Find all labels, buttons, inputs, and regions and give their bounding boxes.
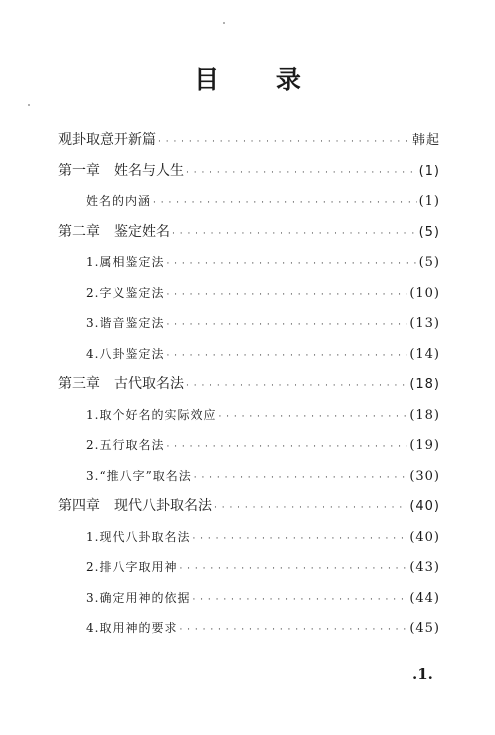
toc-entry-page: (30) bbox=[409, 468, 440, 484]
dot-leader bbox=[179, 615, 407, 646]
toc-entry-label: 2.排八字取用神 bbox=[86, 560, 178, 574]
dot-leader bbox=[214, 493, 407, 524]
toc-entry-label: 4.八卦鉴定法 bbox=[86, 346, 165, 361]
dot-leader bbox=[153, 188, 417, 219]
toc-entry-label: 第二章 鉴定姓名 bbox=[58, 223, 170, 240]
toc-entry-page: 韩起 bbox=[411, 133, 440, 148]
toc-section-entry[interactable] bbox=[58, 430, 440, 461]
toc-chapter-entry[interactable] bbox=[58, 125, 440, 156]
dot-leader bbox=[166, 341, 407, 372]
page-number: .1. bbox=[412, 665, 433, 683]
toc-entry-label: 姓名的内涵 bbox=[86, 194, 152, 208]
toc-entry-page: (18) bbox=[409, 407, 440, 423]
toc-entry-label: 3.“推八字”取名法 bbox=[86, 468, 192, 483]
toc-section-entry[interactable] bbox=[58, 308, 440, 339]
toc-entry-label: 第四章 现代八卦取名法 bbox=[58, 498, 212, 514]
dot-leader bbox=[194, 463, 408, 494]
toc-section-entry[interactable] bbox=[58, 613, 440, 644]
toc-entry-page: (1) bbox=[418, 194, 440, 209]
dot-leader bbox=[192, 585, 407, 616]
dot-leader bbox=[192, 524, 407, 555]
toc-entry-label: 2.字义鉴定法 bbox=[86, 285, 165, 300]
toc-chapter-entry[interactable] bbox=[58, 369, 440, 400]
toc-entry-page: (14) bbox=[409, 346, 440, 362]
page-title: 目 录 bbox=[194, 65, 325, 94]
toc-entry-label: 1.属相鉴定法 bbox=[86, 255, 165, 269]
toc-entry-page: (5) bbox=[418, 255, 440, 270]
toc-entry-page: (19) bbox=[409, 438, 440, 453]
toc-entry-page: (44) bbox=[409, 590, 440, 606]
dot-leader bbox=[166, 280, 407, 311]
toc-entry-label: 第三章 古代取名法 bbox=[58, 376, 184, 392]
toc-entry-page: (10) bbox=[409, 285, 440, 301]
toc-entry-page: (43) bbox=[409, 560, 440, 575]
toc-section-entry[interactable] bbox=[58, 400, 440, 431]
scan-speck bbox=[28, 104, 30, 106]
toc-chapter-entry[interactable] bbox=[58, 491, 440, 522]
toc-entry-page: (5) bbox=[418, 224, 440, 240]
toc-chapter-entry[interactable] bbox=[58, 156, 440, 187]
scan-speck bbox=[223, 22, 225, 24]
dot-leader bbox=[186, 158, 417, 189]
toc-entry-page: (13) bbox=[409, 316, 440, 331]
dot-leader bbox=[166, 249, 416, 280]
dot-leader bbox=[158, 127, 410, 158]
toc-section-entry[interactable] bbox=[58, 247, 440, 278]
toc-section-entry[interactable] bbox=[58, 522, 440, 553]
dot-leader bbox=[218, 402, 407, 433]
toc-entry-label: 2.五行取名法 bbox=[86, 438, 165, 452]
dot-leader bbox=[179, 554, 407, 585]
toc-entry-label: 3.谐音鉴定法 bbox=[86, 316, 165, 330]
toc-chapter-entry[interactable] bbox=[58, 217, 440, 248]
toc-entry-label: 第一章 姓名与人生 bbox=[58, 162, 184, 179]
dot-leader bbox=[166, 432, 407, 463]
toc-entry-page: (1) bbox=[418, 163, 440, 179]
toc-entry-label: 4.取用神的要求 bbox=[86, 621, 178, 635]
dot-leader bbox=[166, 310, 407, 341]
toc-entry-page: (40) bbox=[409, 499, 440, 514]
table-of-contents bbox=[58, 125, 440, 644]
toc-entry-page: (40) bbox=[409, 529, 440, 545]
dot-leader bbox=[186, 371, 407, 402]
dot-leader bbox=[172, 219, 417, 250]
toc-entry-page: (18) bbox=[409, 377, 440, 392]
toc-entry-label: 观卦取意开新篇 bbox=[58, 132, 156, 148]
toc-section-entry[interactable] bbox=[58, 339, 440, 370]
toc-section-entry[interactable] bbox=[58, 583, 440, 614]
toc-entry-page: (45) bbox=[409, 621, 440, 636]
toc-section-entry[interactable] bbox=[58, 461, 440, 492]
toc-entry-label: 1.现代八卦取名法 bbox=[86, 529, 191, 544]
toc-entry-label: 3.确定用神的依据 bbox=[86, 590, 191, 605]
toc-section-entry[interactable] bbox=[58, 552, 440, 583]
toc-section-entry[interactable] bbox=[58, 186, 440, 217]
toc-section-entry[interactable] bbox=[58, 278, 440, 309]
toc-entry-label: 1.取个好名的实际效应 bbox=[86, 407, 217, 422]
